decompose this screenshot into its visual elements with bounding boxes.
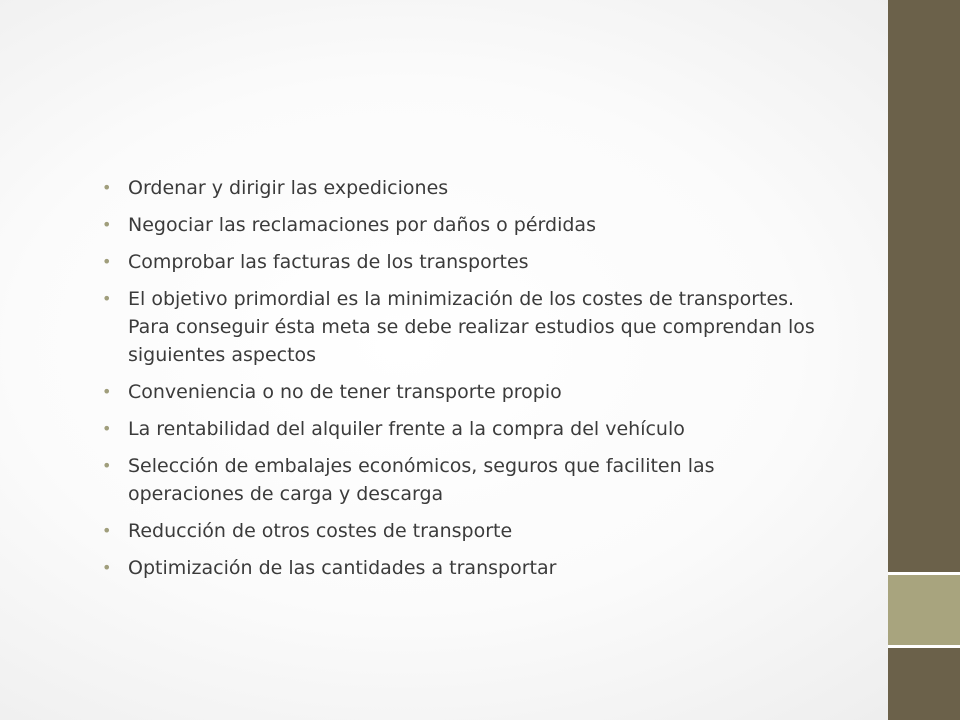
bullet-dot-icon: •	[102, 289, 112, 308]
sidebar-top-block	[888, 0, 960, 574]
bullet-text: Negociar las reclamaciones por daños o pérdidas	[128, 214, 596, 236]
bullet-text: Conveniencia o no de tener transporte propio	[128, 381, 562, 403]
bullet-text: Ordenar y dirigir las expediciones	[128, 177, 449, 199]
bullet-item	[102, 554, 822, 582]
bullet-list	[102, 174, 822, 591]
sidebar-divider	[888, 645, 960, 648]
bullet-dot-icon: •	[102, 382, 112, 401]
sidebar-divider	[888, 572, 960, 575]
bullet-dot-icon: •	[102, 215, 112, 234]
bullet-text: Comprobar las facturas de los transportes	[128, 251, 529, 273]
bullet-dot-icon: •	[102, 178, 112, 197]
bullet-dot-icon: •	[102, 521, 112, 540]
bullet-item	[102, 248, 822, 276]
bullet-text: El objetivo primordial es la minimización de los costes de transportes. Para conseguir ésta meta se debe realizar estudios que comprendan los siguientes aspectos	[128, 288, 815, 366]
sidebar-middle-block	[888, 574, 960, 647]
sidebar-bottom-block	[888, 647, 960, 720]
bullet-dot-icon: •	[102, 419, 112, 438]
bullet-dot-icon: •	[102, 558, 112, 577]
bullet-text: Optimización de las cantidades a transportar	[128, 557, 557, 579]
bullet-item	[102, 415, 822, 443]
bullet-item	[102, 517, 822, 545]
decorative-sidebar	[888, 0, 960, 720]
bullet-text: Reducción de otros costes de transporte	[128, 520, 513, 542]
bullet-item	[102, 211, 822, 239]
bullet-dot-icon: •	[102, 252, 112, 271]
bullet-item	[102, 174, 822, 202]
bullet-item	[102, 452, 822, 508]
bullet-item	[102, 378, 822, 406]
bullet-dot-icon: •	[102, 456, 112, 475]
bullet-text: Selección de embalajes económicos, seguros que faciliten las operaciones de carga y descarga	[128, 455, 715, 505]
bullet-text: La rentabilidad del alquiler frente a la compra del vehículo	[128, 418, 685, 440]
bullet-item	[102, 285, 822, 369]
